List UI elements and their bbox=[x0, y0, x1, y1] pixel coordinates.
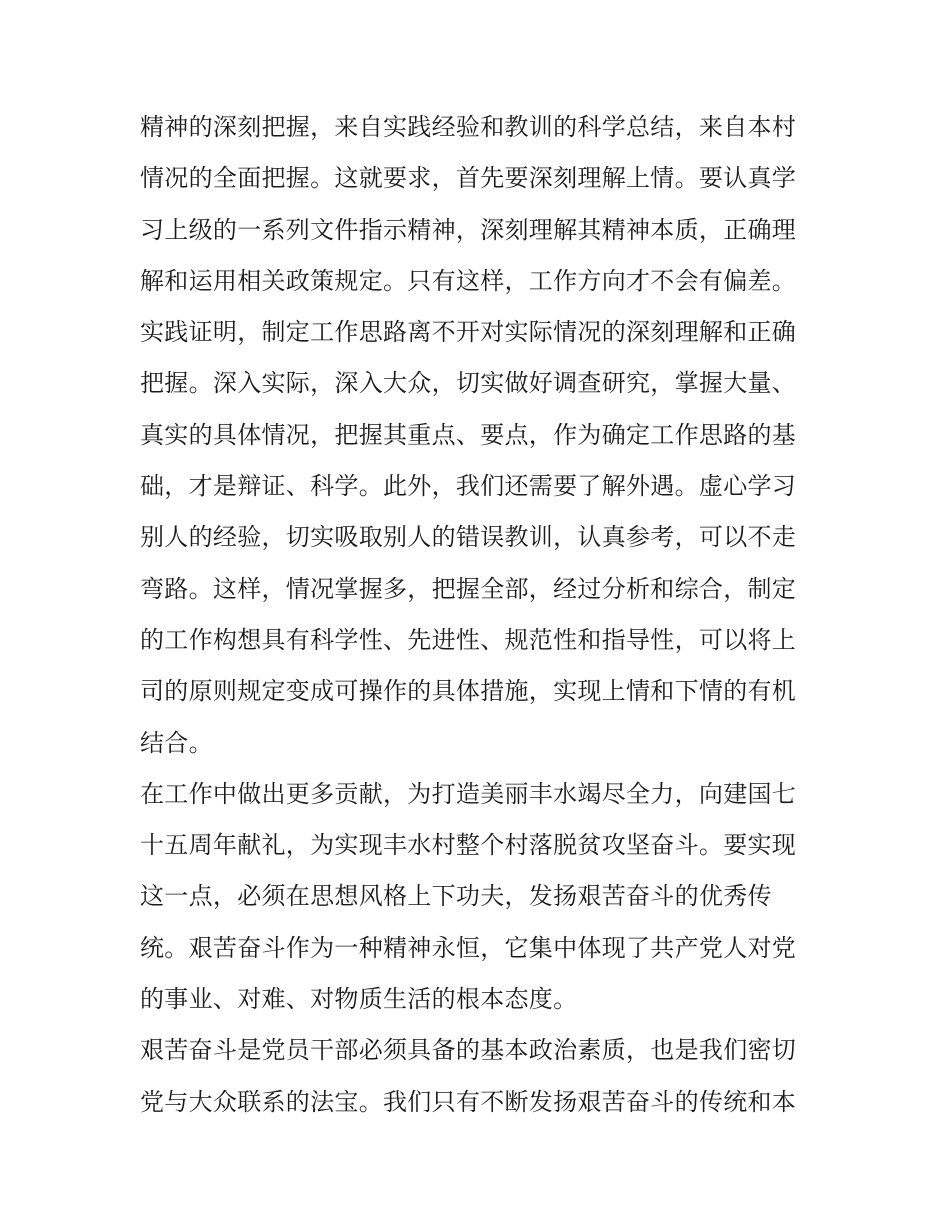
text-line: 别人的经验，切实吸取别人的错误教训，认真参考，可以不走 bbox=[140, 523, 797, 552]
text-line: 结合。 bbox=[140, 728, 213, 757]
text-line: 把握。深入实际，深入大众，切实做好调查研究，掌握大量、 bbox=[140, 369, 797, 398]
text-line: 真实的具体情况，把握其重点、要点，作为确定工作思路的基 bbox=[140, 420, 797, 449]
text-line: 实践证明，制定工作思路离不开对实际情况的深刻理解和正确 bbox=[140, 318, 797, 347]
text-line: 这一点，必须在思想风格上下功夫，发扬艰苦奋斗的优秀传 bbox=[140, 882, 772, 911]
text-line: 弯路。这样，情况掌握多，把握全部，经过分析和综合，制定 bbox=[140, 574, 797, 603]
text-line: 在工作中做出更多贡献，为打造美丽丰水竭尽全力，向建国七 bbox=[140, 779, 797, 808]
text-line: 的工作构想具有科学性、先进性、规范性和指导性，可以将上 bbox=[140, 625, 797, 654]
text-line: 础，才是辩证、科学。此外，我们还需要了解外遇。虚心学习 bbox=[140, 472, 797, 501]
text-line: 十五周年献礼，为实现丰水村整个村落脱贫攻坚奋斗。要实现 bbox=[140, 831, 797, 860]
text-line: 艰苦奋斗是党员干部必须具备的基本政治素质，也是我们密切 bbox=[140, 1036, 797, 1065]
text-line: 司的原则规定变成可操作的具体措施，实现上情和下情的有机 bbox=[140, 677, 797, 706]
text-line: 解和运用相关政策规定。只有这样，工作方向才不会有偏差。 bbox=[140, 266, 797, 295]
text-line: 党与大众联系的法宝。我们只有不断发扬艰苦奋斗的传统和本 bbox=[140, 1087, 797, 1116]
text-line: 精神的深刻把握，来自实践经验和教训的科学总结，来自本村 bbox=[140, 113, 797, 141]
text-line: 统。艰苦奋斗作为一种精神永恒，它集中体现了共产党人对党 bbox=[140, 933, 797, 962]
text-line: 习上级的一系列文件指示精神，深刻理解其精神本质，正确理 bbox=[140, 215, 797, 244]
text-line: 的事业、对难、对物质生活的根本态度。 bbox=[140, 985, 578, 1014]
document-body bbox=[140, 102, 820, 1128]
text-line: 情况的全面把握。这就要求，首先要深刻理解上情。要认真学 bbox=[140, 164, 797, 193]
